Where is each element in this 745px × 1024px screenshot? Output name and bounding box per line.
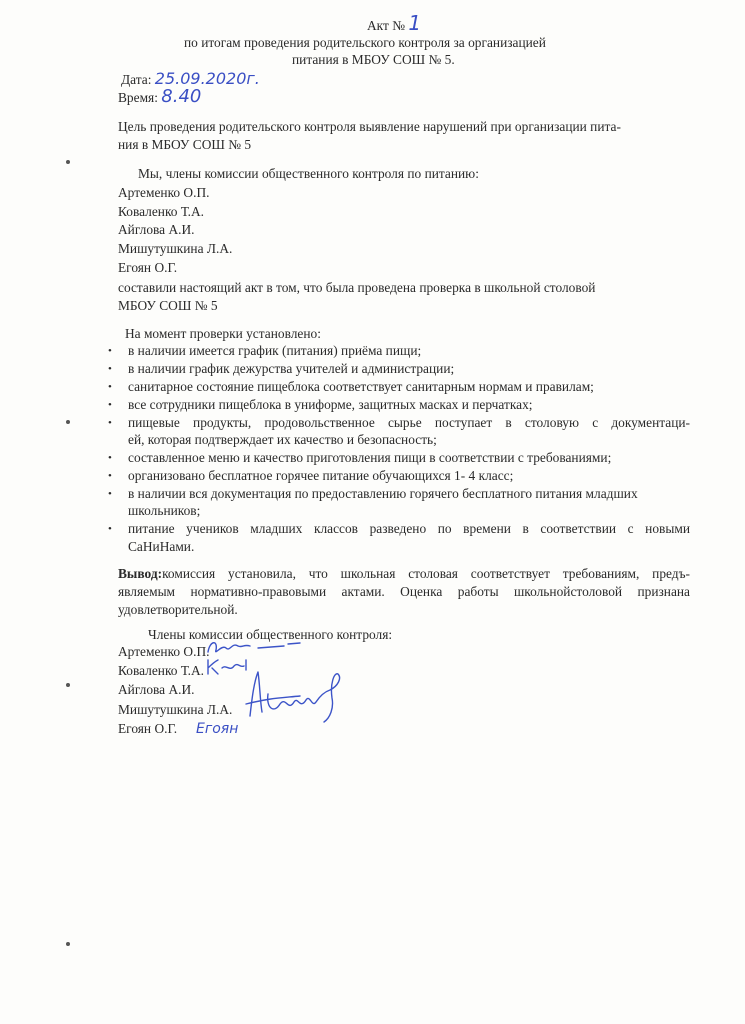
signature-5-handwritten: Егоян — [196, 721, 239, 737]
bullet-icon: • — [108, 523, 112, 535]
date-label: Дата: — [121, 72, 152, 87]
act-title — [367, 11, 422, 35]
conclusion-line-2: являемым нормативно-правовыми актами. Оценка работы школьнойстоловой признана — [118, 584, 690, 599]
finding-item: в наличии вся документация по предоставлению горячего бесплатного питания младших — [128, 486, 638, 501]
bullet-icon: • — [108, 345, 112, 357]
finding-item: санитарное состояние пищеблока соответствует санитарным нормам и правилам; — [128, 379, 594, 394]
bullet-icon: • — [108, 381, 112, 393]
signer-2: Коваленко Т.А. — [118, 663, 205, 678]
conclusion-label: Вывод: — [118, 566, 163, 581]
act-label: Акт № — [367, 18, 405, 33]
time-row — [118, 88, 201, 107]
finding-item: питание учеников младших классов разведено по времени в соответствии с новыми — [128, 521, 690, 536]
finding-item-continued: ей, которая подтверждает их качество и безопасность; — [128, 432, 437, 447]
purpose-line-2: ния в МБОУ СОШ № 5 — [118, 137, 252, 152]
bullet-icon: • — [108, 452, 112, 464]
bullet-icon: • — [108, 470, 112, 482]
title-line-1: по итогам проведения родительского контроля за организацией — [184, 35, 546, 50]
conclusion-line-3: удовлетворительной. — [118, 602, 238, 617]
member-1: Артеменко О.П. — [118, 185, 210, 200]
member-5: Егоян О.Г. — [118, 260, 178, 275]
signer-1: Артеменко О.П. — [118, 644, 210, 659]
finding-item-continued: СаНиНами. — [128, 539, 195, 554]
finding-item: в наличии график дежурства учителей и администрации; — [128, 361, 455, 376]
signer-4: Мишутушкина Л.А. — [118, 702, 233, 717]
scan-dot — [66, 942, 70, 946]
statement-line-1: составили настоящий акт в том, что была проведена проверка в школьной столовой — [118, 280, 596, 295]
purpose-line-1: Цель проведения родительского контроля выявление нарушений при организации пита- — [118, 119, 621, 134]
member-3: Айглова А.И. — [118, 222, 195, 237]
act-number: 1 — [408, 11, 422, 35]
bullet-icon: • — [108, 417, 112, 429]
member-2: Коваленко Т.А. — [118, 204, 205, 219]
findings-intro: На момент проверки установлено: — [125, 326, 321, 341]
time-value: 8.40 — [161, 86, 202, 107]
signer-5: Егоян О.Г. — [118, 721, 178, 736]
finding-item-continued: школьников; — [128, 503, 201, 518]
bullet-icon: • — [108, 488, 112, 500]
commission-intro: Мы, члены комиссии общественного контроля по питанию: — [138, 166, 479, 181]
conclusion-line-1 — [118, 565, 690, 583]
scan-dot — [66, 160, 70, 164]
finding-item: в наличии имеется график (питания) приёма пищи; — [128, 343, 422, 358]
finding-item: составленное меню и качество приготовления пищи в соответствии с требованиями; — [128, 450, 612, 465]
scan-dot — [66, 420, 70, 424]
finding-item: все сотрудники пищеблока в униформе, защитных масках и перчатках; — [128, 397, 533, 412]
finding-item: организовано бесплатное горячее питание обучающихся 1- 4 класс; — [128, 468, 514, 483]
conclusion-text-1: комиссия установила, что школьная столовая соответствует требованиям, предъ- — [162, 566, 690, 581]
member-4: Мишутушкина Л.А. — [118, 241, 233, 256]
date-value: 25.09.2020г. — [154, 69, 260, 88]
finding-item: пищевые продукты, продовольственное сырье поступает в столовую с документаци- — [128, 415, 690, 430]
bullet-icon: • — [108, 363, 112, 375]
bullet-icon: • — [108, 399, 112, 411]
time-label: Время: — [118, 90, 158, 105]
signature-3-4 — [240, 668, 350, 728]
scan-dot — [66, 683, 70, 687]
signer-3: Айглова А.И. — [118, 682, 195, 697]
title-line-2: питания в МБОУ СОШ № 5. — [292, 52, 455, 67]
statement-line-2: МБОУ СОШ № 5 — [118, 298, 218, 313]
signatures-intro: Члены комиссии общественного контроля: — [148, 627, 393, 642]
